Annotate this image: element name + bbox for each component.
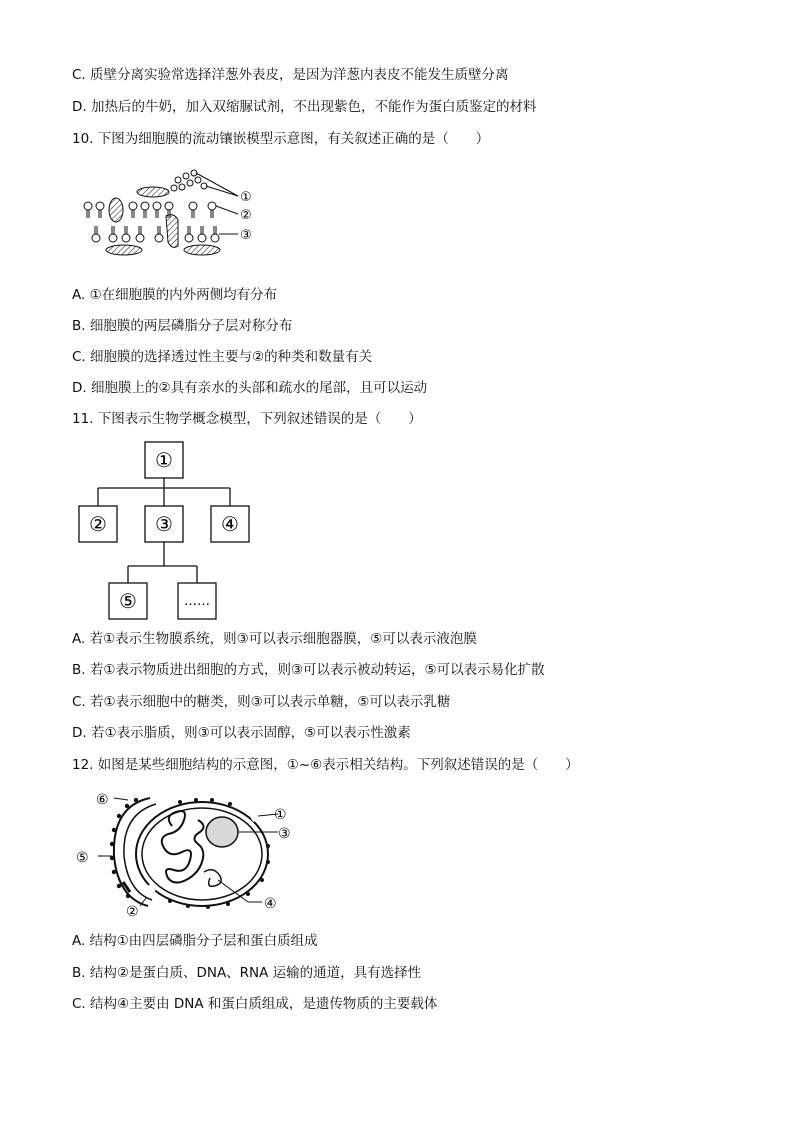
q11-box-4: ④ — [221, 512, 239, 536]
q12-option-c: C. 结构④主要由 DNA 和蛋白质组成，是遗传物质的主要载体 — [72, 996, 438, 1012]
q10-option-a: A. ①在细胞膜的内外两侧均有分布 — [72, 287, 278, 303]
q10-option-d: D. 细胞膜上的②具有亲水的头部和疏水的尾部，且可以运动 — [72, 380, 428, 396]
q10-label-1: ① — [240, 190, 252, 205]
q9-option-d: D. 加热后的牛奶，加入双缩脲试剂，不出现紫色，不能作为蛋白质鉴定的材料 — [72, 99, 537, 115]
q11-option-a: A. 若①表示生物膜系统，则③可以表示细胞器膜，⑤可以表示液泡膜 — [72, 631, 477, 647]
q10-label-2: ② — [240, 208, 252, 223]
cell-structure-figure — [72, 786, 302, 922]
q11-option-d: D. 若①表示脂质，则③可以表示固醇，⑤可以表示性激素 — [72, 725, 411, 741]
q10-label-3: ③ — [240, 228, 252, 243]
q11-box-3: ③ — [155, 512, 173, 536]
q12-stem: 12. 如图是某些细胞结构的示意图，①~⑥表示相关结构。下列叙述错误的是（ ） — [72, 757, 579, 773]
q11-box-5: ⑤ — [119, 589, 137, 613]
q11-option-c: C. 若①表示细胞中的糖类，则③可以表示单糖，⑤可以表示乳糖 — [72, 694, 451, 710]
q12-label-3: ③ — [278, 826, 291, 842]
q11-box-1: ① — [155, 448, 173, 472]
q12-label-1: ① — [274, 807, 287, 823]
q12-label-2: ② — [126, 904, 139, 920]
q12-option-b: B. 结构②是蛋白质、DNA、RNA 运输的通道，具有选择性 — [72, 965, 422, 981]
q10-stem: 10. 下图为细胞膜的流动镶嵌模型示意图，有关叙述正确的是（ ） — [72, 131, 490, 147]
q11-option-b: B. 若①表示物质进出细胞的方式，则③可以表示被动转运，⑤可以表示易化扩散 — [72, 662, 545, 678]
q10-option-c: C. 细胞膜的选择透过性主要与②的种类和数量有关 — [72, 349, 373, 365]
concept-model-figure — [74, 440, 254, 624]
q12-label-6: ⑥ — [96, 792, 109, 808]
q9-option-c: C. 质壁分离实验常选择洋葱外表皮，是因为洋葱内表皮不能发生质壁分离 — [72, 67, 509, 83]
q11-box-2: ② — [89, 512, 107, 536]
membrane-figure — [78, 168, 278, 263]
q11-stem: 11. 下图表示生物学概念模型，下列叙述错误的是（ ） — [72, 411, 422, 427]
q10-option-b: B. 细胞膜的两层磷脂分子层对称分布 — [72, 318, 293, 334]
q12-label-4: ④ — [264, 896, 277, 912]
q12-label-5: ⑤ — [76, 850, 89, 866]
q11-box-6: …… — [184, 594, 210, 609]
q12-option-a: A. 结构①由四层磷脂分子层和蛋白质组成 — [72, 933, 318, 949]
